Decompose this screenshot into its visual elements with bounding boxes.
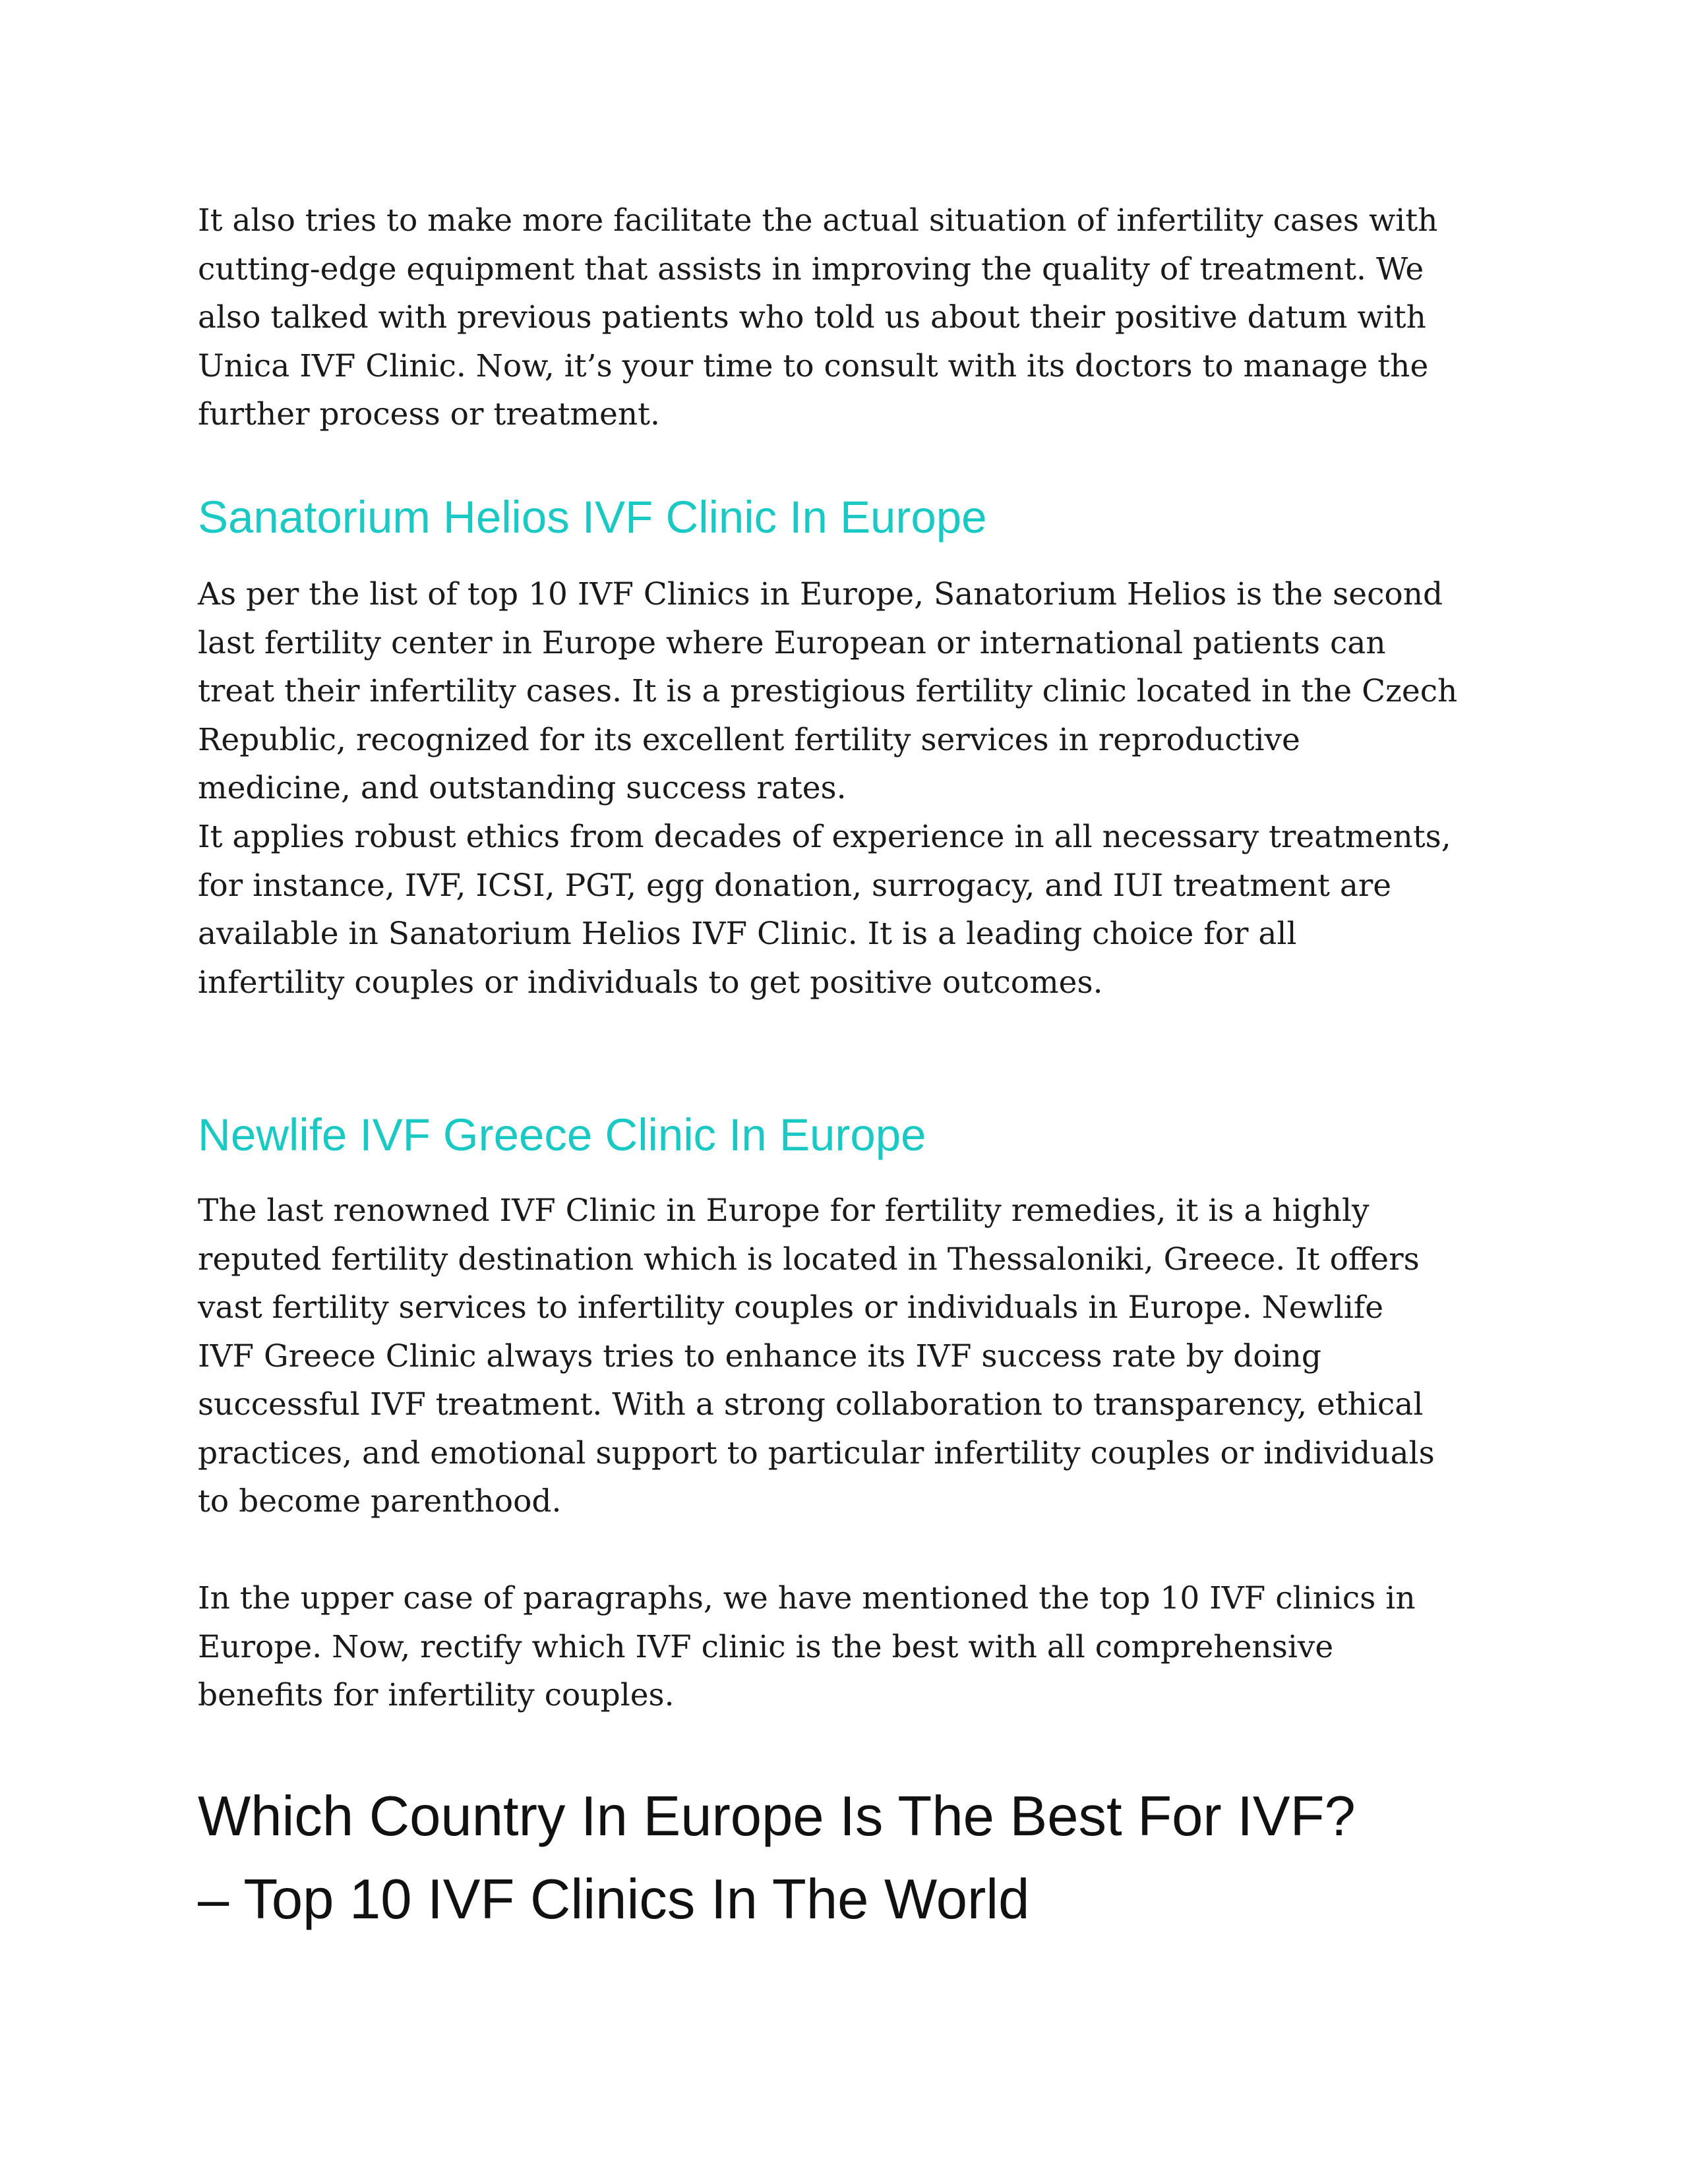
paragraph-newlife: The last renowned IVF Clinic in Europe for fertility remedies, it is a highly reputed fertility destination which is located in Thessaloniki, Greece. It offers vast fertility services to infertility couples or individuals in Europe. Newlife IVF Greece Clinic always tries to enhance its IVF success rate by doing successful IVF treatment. With a strong collaboration to transparency, ethical practices, and emotional support to particular infertility couples or individuals to become parenthood. <box>198 1193 1435 1520</box>
heading-sanatorium-helios: Sanatorium Helios IVF Clinic In Europe <box>198 492 987 543</box>
paragraph-sanatorium-1: As per the list of top 10 IVF Clinics in Europe, Sanatorium Helios is the second last fertility center in Europe where European or international patients can treat their infertility cases. It is a prestigious fertility clinic located in the Czech Republic, recognized for its excellent fertility services in reproductive medicine, and outstanding success rates. <box>198 576 1458 806</box>
paragraph-summary: In the upper case of paragraphs, we have mentioned the top 10 IVF clinics in Europe. Now, rectify which IVF clinic is the best with all comprehensive benefits for infertility couples. <box>198 1580 1416 1713</box>
paragraph-sanatorium-2: It applies robust ethics from decades of experience in all necessary treatments, for instance, IVF, ICSI, PGT, egg donation, surrogacy, and IUI treatment are available in Sanatorium Helios IVF Clinic. It is a leading choice for all infertility couples or individuals to get positive outcomes. <box>198 819 1451 1001</box>
heading-best-country-ivf: Which Country In Europe Is The Best For IVF? – Top 10 IVF Clinics In The World <box>198 1785 1356 1931</box>
paragraph-unica-intro: It also tries to make more facilitate the actual situation of infertility cases with cutting-edge equipment that assists in improving the quality of treatment. We also talked with previous patients who told us about their positive datum with Unica IVF Clinic. Now, it’s your time to consult with its doctors to manage the further process or treatment. <box>198 202 1438 432</box>
heading-newlife-ivf-greece: Newlife IVF Greece Clinic In Europe <box>198 1109 926 1160</box>
